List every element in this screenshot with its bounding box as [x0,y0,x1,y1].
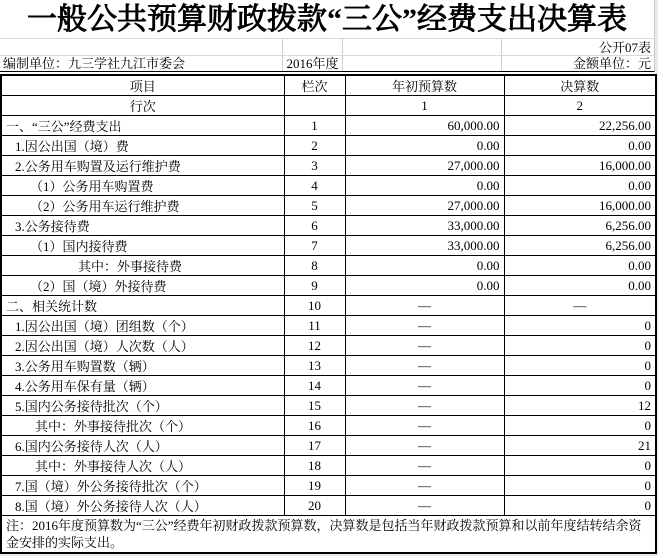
column-header-final: 决算数 [504,75,656,96]
item-cell: 7.国（境）外公务接待批次（个） [1,476,284,496]
final-cell: 0 [504,316,656,336]
item-cell: 1.因公出国（境）费 [1,136,284,156]
table-row [1,196,656,216]
item-cell: （1）公务用车购置费 [1,176,284,196]
line-number-cell: 17 [284,436,345,456]
meta-row-form-code [0,39,655,56]
budget-cell: — [345,316,504,336]
final-cell: 6,256.00 [504,216,656,236]
line-number-cell: 11 [284,316,345,336]
item-cell: 8.国（境）外公务接待人次（人） [1,496,284,516]
item-cell: 2.因公出国（境）人次数（人） [1,336,284,356]
meta-row-unit-info [0,56,655,72]
budget-cell: 0.00 [345,136,504,156]
meta-empty-cell [0,39,283,55]
item-cell: 二、相关统计数 [1,296,284,316]
line-number-cell: 16 [284,416,345,436]
table-row [1,116,656,136]
budget-cell: 33,000.00 [345,236,504,256]
final-cell: 6,256.00 [504,236,656,256]
table-row [1,236,656,256]
item-cell: 其中：外事接待批次（个） [1,416,284,436]
table-row [1,356,656,376]
subheader-budget: 1 [345,96,504,116]
line-number-cell: 8 [284,256,345,276]
item-cell: 6.国内公务接待人次（人） [1,436,284,456]
table-row [1,436,656,456]
report-title: 一般公共预算财政拨款“三公”经费支出决算表 [0,0,655,39]
table-row [1,136,656,156]
final-cell: 0 [504,356,656,376]
subheader-line [284,96,345,116]
budget-cell: — [345,356,504,376]
header-row [1,75,656,96]
item-cell: （2）国（境）外接待费 [1,276,284,296]
line-number-cell: 15 [284,396,345,416]
line-number-cell: 14 [284,376,345,396]
item-cell: 3.公务接待费 [1,216,284,236]
table-row [1,496,656,516]
final-cell: 0.00 [504,176,656,196]
subheader-row [1,96,656,116]
form-code-label: 公开07表 [598,40,651,55]
item-cell: （2）公务用车运行维护费 [1,196,284,216]
table-row [1,276,656,296]
budget-cell: — [345,376,504,396]
final-cell: 0.00 [504,256,656,276]
prepared-by-label: 编制单位：九三学社九江市委会 [0,56,283,71]
note-row [1,516,656,554]
line-number-cell: 6 [284,216,345,236]
budget-cell: 27,000.00 [345,196,504,216]
table-body [1,116,656,516]
item-cell: （1）国内接待费 [1,236,284,256]
item-cell: 3.公务用车购置数（辆） [1,356,284,376]
line-number-cell: 5 [284,196,345,216]
column-header-line: 栏次 [284,75,345,96]
item-cell: 其中：外事接待人次（人） [1,456,284,476]
meta-empty-cell [283,39,344,55]
table-row [1,256,656,276]
final-cell: 21 [504,436,656,456]
item-cell: 4.公务用车保有量（辆） [1,376,284,396]
final-cell: 0 [504,456,656,476]
final-cell: 22,256.00 [504,116,656,136]
final-cell: 0 [504,476,656,496]
line-number-cell: 2 [284,136,345,156]
table-row [1,396,656,416]
item-cell: 其中：外事接待费 [1,256,284,276]
line-number-cell: 1 [284,116,345,136]
line-number-cell: 13 [284,356,345,376]
table-row [1,316,656,336]
final-cell: 0 [504,416,656,436]
table-row [1,416,656,436]
line-number-cell: 19 [284,476,345,496]
budget-cell: 0.00 [345,276,504,296]
line-number-cell: 10 [284,296,345,316]
fiscal-year-label: 2016年度 [283,56,344,71]
final-cell: 0 [504,336,656,356]
budget-cell: — [345,436,504,456]
budget-cell: 33,000.00 [345,216,504,236]
item-cell: 1.因公出国（境）团组数（个） [1,316,284,336]
budget-cell: — [345,396,504,416]
budget-cell: — [345,496,504,516]
table-row [1,336,656,356]
final-cell: 0.00 [504,276,656,296]
budget-cell: 0.00 [345,176,504,196]
table-row [1,216,656,236]
subheader-item: 行次 [1,96,284,116]
meta-empty-cell [343,39,502,55]
final-cell: 0 [504,376,656,396]
footnote-text: 注：2016年度预算数为“三公”经费年初财政拨款预算数，决算数是包括当年财政拨款预算和以前年度结转结余资金安排的实际支出。 [1,516,656,554]
budget-cell: — [345,456,504,476]
table-row [1,456,656,476]
sangong-expense-table [0,74,657,554]
amount-unit-label: 金额单位：元 [572,56,651,71]
line-number-cell: 3 [284,156,345,176]
item-cell: 2.公务用车购置及运行维护费 [1,156,284,176]
subheader-final: 2 [504,96,656,116]
table-row [1,156,656,176]
budget-cell: 27,000.00 [345,156,504,176]
item-cell: 5.国内公务接待批次（个） [1,396,284,416]
meta-empty-cell [343,56,502,71]
table-row [1,176,656,196]
budget-cell: 0.00 [345,256,504,276]
budget-cell: — [345,336,504,356]
table-row [1,376,656,396]
final-cell: — [504,296,656,316]
final-cell: 0 [504,496,656,516]
line-number-cell: 12 [284,336,345,356]
table-row [1,296,656,316]
column-header-item: 项目 [1,75,284,96]
budget-cell: 60,000.00 [345,116,504,136]
line-number-cell: 9 [284,276,345,296]
budget-cell: — [345,416,504,436]
item-cell: 一、“三公”经费支出 [1,116,284,136]
final-cell: 12 [504,396,656,416]
line-number-cell: 20 [284,496,345,516]
line-number-cell: 4 [284,176,345,196]
table-row [1,476,656,496]
budget-cell: — [345,476,504,496]
line-number-cell: 7 [284,236,345,256]
line-number-cell: 18 [284,456,345,476]
final-cell: 16,000.00 [504,156,656,176]
budget-cell: — [345,296,504,316]
final-cell: 16,000.00 [504,196,656,216]
column-header-budget: 年初预算数 [345,75,504,96]
final-cell: 0.00 [504,136,656,156]
